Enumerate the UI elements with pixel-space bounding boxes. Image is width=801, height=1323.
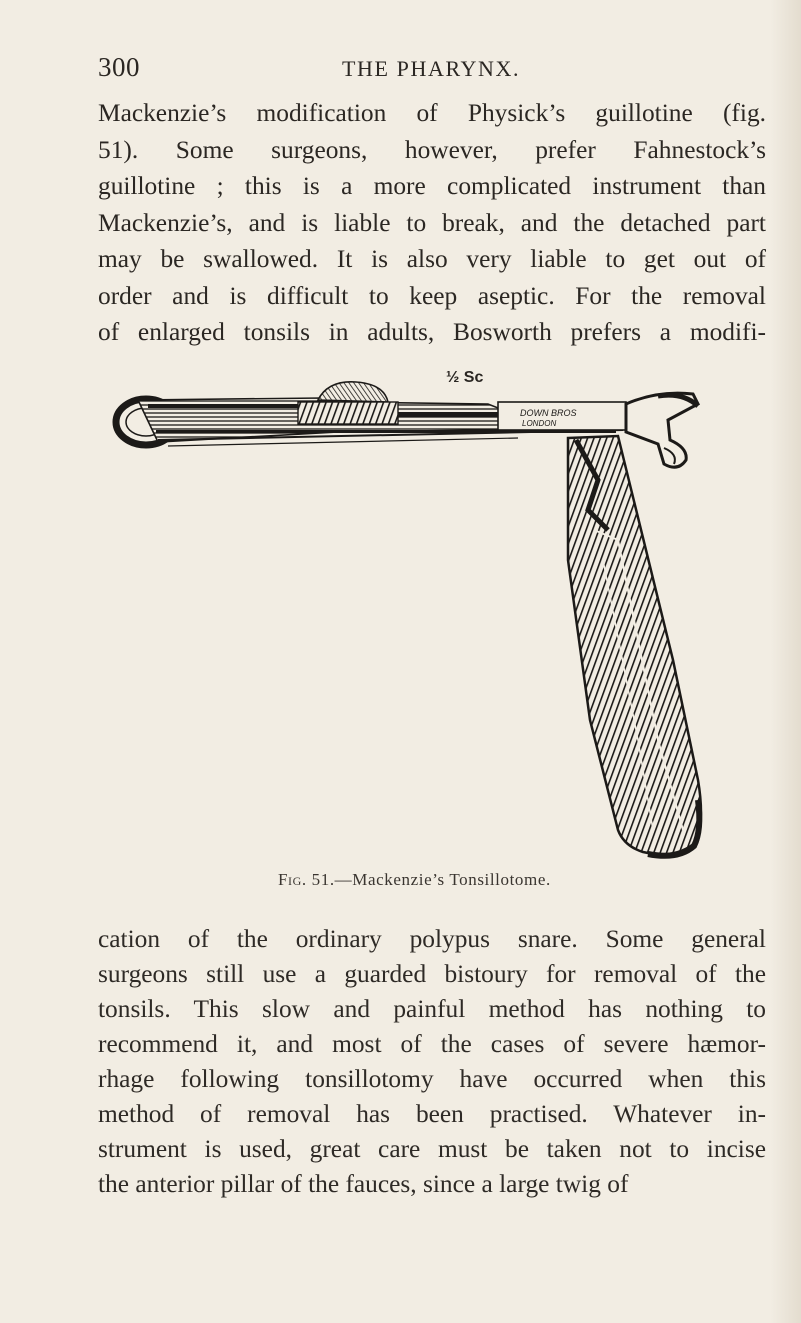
guillotine-head-icon bbox=[626, 393, 698, 467]
tonsillotome-illustration bbox=[98, 360, 778, 870]
text-line: surgeons still use a guarded bistoury for removal of the bbox=[98, 960, 766, 988]
text-line: of enlarged tonsils in adults, Bosworth prefers a modifi- bbox=[98, 318, 766, 346]
page-number: 300 bbox=[98, 52, 140, 82]
text-line: 51). Some surgeons, however, prefer Fahnestock’s bbox=[98, 135, 766, 164]
text-line: Mackenzie’s modification of Physick’s guillotine (fig. bbox=[98, 99, 766, 127]
maker-stamp bbox=[498, 402, 626, 430]
maker-name: DOWN BROS bbox=[520, 408, 577, 418]
text-line: rhage following tonsillotomy have occurred when this bbox=[98, 1065, 766, 1093]
text-line: method of removal has been practised. Whatever in- bbox=[98, 1100, 766, 1128]
figure-tonsillotome bbox=[98, 360, 778, 870]
text-line: the anterior pillar of the fauces, since a large twig of bbox=[98, 1170, 629, 1198]
handle-icon bbox=[568, 436, 701, 856]
text-line: tonsils. This slow and painful method has nothing to bbox=[98, 995, 766, 1023]
paragraph-bottom bbox=[98, 922, 766, 1202]
figure-caption bbox=[278, 870, 551, 890]
text-line: may be swallowed. It is also very liable to get out of bbox=[98, 245, 766, 273]
caption-label: Fig. 51. bbox=[278, 870, 335, 889]
text-line: strument is used, great care must be taken not to incise bbox=[98, 1135, 766, 1163]
maker-city: LONDON bbox=[522, 419, 557, 428]
text-line: order and is difficult to keep aseptic. For the removal bbox=[98, 281, 766, 310]
text-line: Mackenzie’s, and is liable to break, and the detached part bbox=[98, 208, 766, 237]
scale-label: ½ Sc bbox=[446, 369, 484, 386]
paragraph-top bbox=[98, 95, 766, 351]
page-header bbox=[98, 52, 766, 92]
text-line: cation of the ordinary polypus snare. Some general bbox=[98, 925, 766, 953]
thumb-knob-icon bbox=[298, 382, 398, 424]
text-line: recommend it, and most of the cases of severe hæmor- bbox=[98, 1030, 766, 1058]
text-line: guillotine ; this is a more complicated instrument than bbox=[98, 172, 766, 200]
running-head: THE PHARYNX. bbox=[342, 56, 521, 81]
caption-text: —Mackenzie’s Tonsillotome. bbox=[334, 870, 551, 889]
